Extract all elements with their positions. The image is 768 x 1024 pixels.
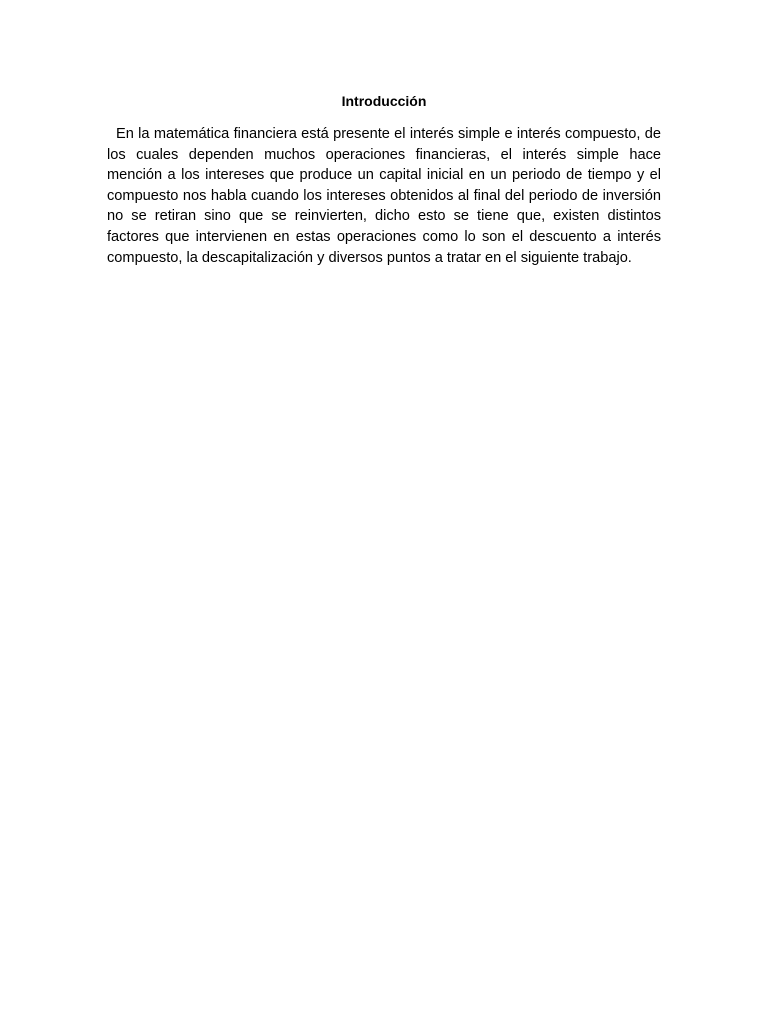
- introduction-paragraph: En la matemática financiera está presente el interés simple e interés compuesto, de los cuales dependen muchos operaciones financieras, el interés simple hace mención a los intereses que produce un capital inicial en un periodo de tiempo y el compuesto nos habla cuando los intereses obtenidos al final del periodo de inversión no se retiran sino que se reinvierten, dicho esto se tiene que, existen distintos factores que intervienen en estas operaciones como lo son el descuento a interés compuesto, la descapitalización y diversos puntos a tratar en el siguiente trabajo.: [107, 126, 661, 266]
- document-title: Introducción: [341, 93, 427, 109]
